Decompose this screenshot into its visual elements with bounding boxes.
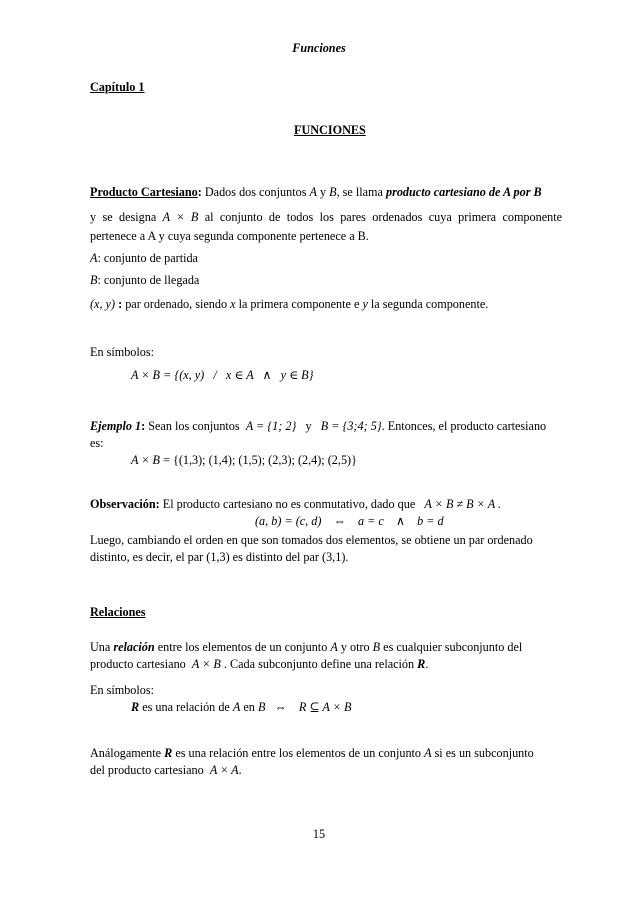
producto-line-2: y se designa A × B al conjunto de todos los pares ordenados cuya primera componente xyxy=(90,210,563,224)
def-par-ordenado: (x, y) : par ordenado, siendo x la primera componente e y la segunda componente. xyxy=(90,297,489,311)
relaciones-heading: Relaciones xyxy=(90,605,146,619)
relacion-term: relación xyxy=(113,640,155,654)
observacion-line-3: Luego, cambiando el orden en que son tomados dos elementos, se obtiene un par ordenado xyxy=(90,533,533,547)
producto-line-1: Producto Cartesiano: Dados dos conjuntos A y B, se llama producto cartesiano de A por B xyxy=(90,185,542,199)
chapter-label: Capítulo 1 xyxy=(90,80,145,94)
observacion-line-1: Observación: El producto cartesiano no es conmutativo, dado que A × B ≠ B × A . xyxy=(90,497,502,511)
observacion-label: Observación: xyxy=(90,497,160,511)
def-conjunto-partida: A: conjunto de partida xyxy=(90,251,198,265)
ejemplo-line-1: Ejemplo 1: Sean los conjuntos A = {1; 2} y B = {3;4; 5}. Entonces, el producto cartesiano xyxy=(90,419,547,433)
relacion-formula: R es una relación de A en B ⇔ R ⊆ A × B xyxy=(131,700,352,714)
analog-line-1: Análogamente R es una relación entre los elementos de un conjunto A si es un subconjunto xyxy=(90,746,534,760)
producto-line-3: pertenece a A y cuya segunda componente pertenece a B. xyxy=(90,229,369,243)
analog-line-2: del producto cartesiano A × A. xyxy=(90,763,242,777)
ejemplo-result-formula: A × B = {(1,3); (1,4); (1,5); (2,3); (2,4); (2,5)} xyxy=(131,453,357,467)
ejemplo-es: es: xyxy=(90,436,104,450)
simbolos-label: En símbolos: xyxy=(90,345,154,359)
simbolos-label-2: En símbolos: xyxy=(90,683,154,697)
producto-term: producto cartesiano de A por B xyxy=(386,185,542,199)
producto-cartesiano-formula: A × B = {(x, y) / x ∈ A ∧ y ∈ B} xyxy=(131,368,314,382)
relaciones-line-2: producto cartesiano A × B . Cada subconjunto define una relación R. xyxy=(90,657,429,671)
def-conjunto-llegada: B: conjunto de llegada xyxy=(90,273,200,287)
running-header: Funciones xyxy=(292,41,346,55)
ejemplo-label: Ejemplo 1 xyxy=(90,419,142,433)
producto-heading: Producto Cartesiano xyxy=(90,185,198,199)
observacion-equivalence: (a, b) = (c, d) ⇔ a = c ∧ b = d xyxy=(255,514,444,528)
observacion-line-4: distinto, es decir, el par (1,3) es distinto del par (3,1). xyxy=(90,550,349,564)
relaciones-line-1: Una relación entre los elementos de un conjunto A y otro B es cualquier subconjunto del xyxy=(90,640,523,654)
section-title: FUNCIONES xyxy=(294,123,366,137)
page-number: 15 xyxy=(312,827,326,841)
